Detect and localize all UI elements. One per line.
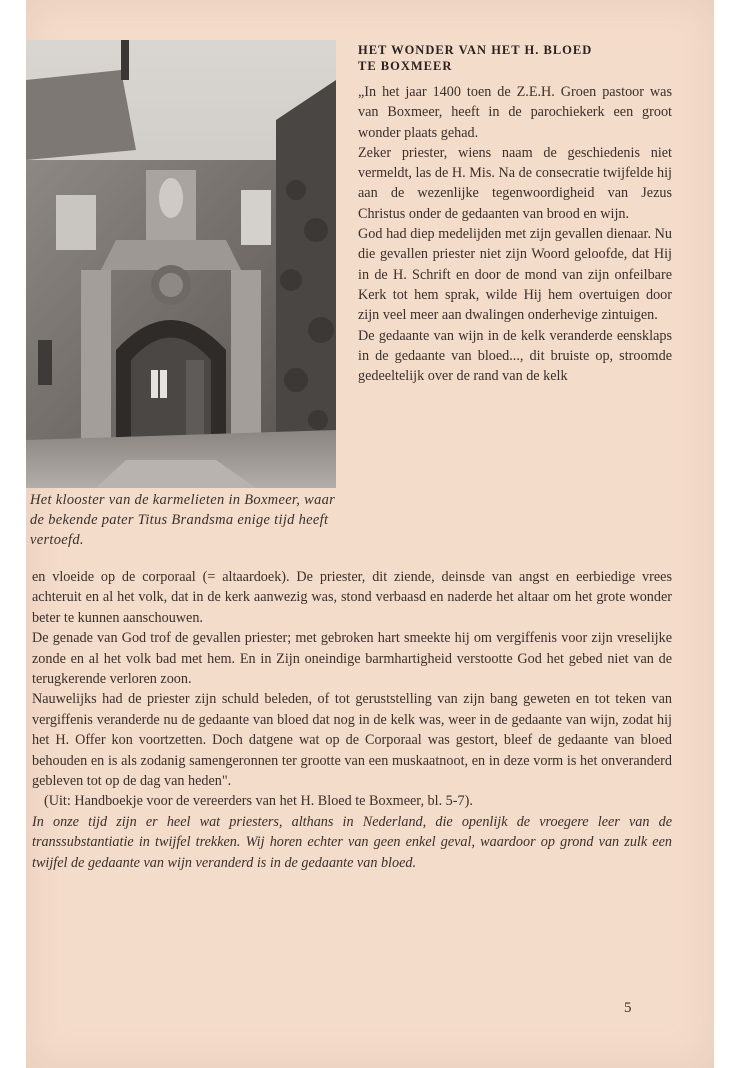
monastery-photo <box>26 40 336 488</box>
full-width-text <box>32 567 672 873</box>
paragraph: God had diep medelijden met zijn gevallen dienaar. Nu die gevallen priester niet zijn Woord geloofde, dat Hij in de H. Schrift en door de mond van zijn onfeilbare Kerk tot hem sprak, wilde Hij hem overtuigen door zijn veel meer aan dwalingen onderhevige zintuigen. <box>358 226 672 324</box>
photo-caption: Het klooster van de karmelieten in Boxmeer, waar de bekende pater Titus Brandsma enige tijd heeft vertoefd. <box>30 492 336 548</box>
article-title-line-1: HET WONDER VAN HET H. BLOED <box>358 43 593 57</box>
right-column-text <box>358 82 672 386</box>
paragraph: en vloeide op de corporaal (= altaardoek). De priester, dit ziende, deinsde van angst en eerbiedige vrees achteruit en al het volk, dat in de kerk aanwezig was, stond verbaasd en naderde het altaar om het grote wonder beter te kunnen aanschouwen. <box>32 569 672 626</box>
source-citation: (Uit: Handboekje voor de vereerders van het H. Bloed te Boxmeer, bl. 5-7). <box>44 793 473 810</box>
paragraph: De gedaante van wijn in de kelk veranderde eensklaps in de gedaante van bloed..., dit bruiste op, stroomde gedeeltelijk over de rand van de kelk <box>358 327 672 385</box>
paragraph: Nauwelijks had de priester zijn schuld beleden, of tot geruststelling van zijn bang geweten en tot teken van vergiffenis veranderde nu de gedaante van bloed dat nog in de kelk was, weer in de gedaante van wijn, zodat hij het H. Offer kon voortzetten. Doch datgene wat op de Corporaal was gestort, bleef de gedaante van bloed behouden en is als zodanig samengeronnen ter grootte van een muskaatnoot, en in deze vorm is het onveranderd gebleven tot op de dag van heden". <box>32 691 672 790</box>
page <box>26 0 714 1068</box>
article-title <box>358 42 688 74</box>
article-title-line-2: TE BOXMEER <box>358 59 453 73</box>
paragraph: Zeker priester, wiens naam de geschiedenis niet vermeldt, las de H. Mis. Na de consecratie twijfelde hij aan de wezenlijke tegenwoordigheid van Jezus Christus onder de gedaanten van brood en wijn. <box>358 144 672 222</box>
page-number: 5 <box>624 1000 632 1016</box>
italic-commentary: In onze tijd zijn er heel wat priesters, althans in Nederland, die openlijk de vroegere leer van de transsubstantiatie in twijfel trekken. Wij horen echter van geen enkel geval, waardoor op grond van zulk een twijfel de gedaante van wijn veranderd is in de gedaante van bloed. <box>32 813 672 871</box>
paragraph: De genade van God trof de gevallen priester; met gebroken hart smeekte hij om vergiffenis voor zijn vreselijke zonde en al het volk bad met hem. En in Zijn oneindige barmhartigheid verstootte God het gebed niet van de terugkerende verloren zoon. <box>32 630 672 688</box>
paragraph: „In het jaar 1400 toen de Z.E.H. Groen pastoor was van Boxmeer, heeft in de parochiekerk een groot wonder plaats gehad. <box>358 84 672 141</box>
